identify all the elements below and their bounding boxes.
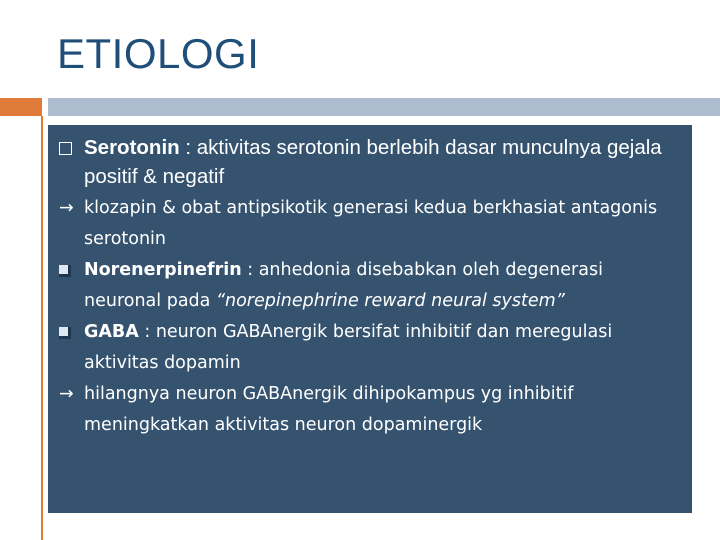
q-bullet-icon	[59, 317, 71, 350]
arrow-bullet-icon: →	[59, 198, 74, 218]
item-text: hilangnya neuron GABAnergik dihipokampus yg inhibitif meningkatkan aktivitas neuron dopaminergik	[84, 384, 574, 435]
accent-square	[0, 98, 42, 116]
header-rule	[48, 98, 720, 116]
item-text: : anhedonia disebabkan oleh degenerasi neuronal pada	[84, 260, 603, 311]
list-item-gaba	[84, 317, 678, 379]
left-rule	[41, 116, 43, 540]
q-bullet-icon	[59, 255, 71, 288]
content-box	[48, 125, 692, 513]
slide-title: ETIOLOGI	[57, 30, 260, 77]
item-text: : aktivitas serotonin berlebih dasar munculnya gejala positif & negatif	[84, 136, 662, 188]
list-item-norenerpinefrin	[84, 255, 678, 317]
checkbox-bullet-icon	[59, 133, 72, 163]
item-text: klozapin & obat antipsikotik generasi kedua berkhasiat antagonis serotonin	[84, 198, 658, 249]
item-quote: “norepinephrine reward neural system”	[215, 291, 565, 311]
item-text: : neuron GABAnergik bersifat inhibitif dan meregulasi aktivitas dopamin	[84, 322, 613, 373]
list-item-serotonin	[84, 133, 678, 191]
list-item-hilangnya	[59, 379, 678, 441]
arrow-bullet-icon: →	[59, 384, 74, 404]
list-item-klozapin	[59, 193, 678, 255]
item-key: GABA	[84, 322, 139, 342]
item-key: Serotonin	[84, 136, 180, 159]
item-key: Norenerpinefrin	[84, 260, 242, 280]
